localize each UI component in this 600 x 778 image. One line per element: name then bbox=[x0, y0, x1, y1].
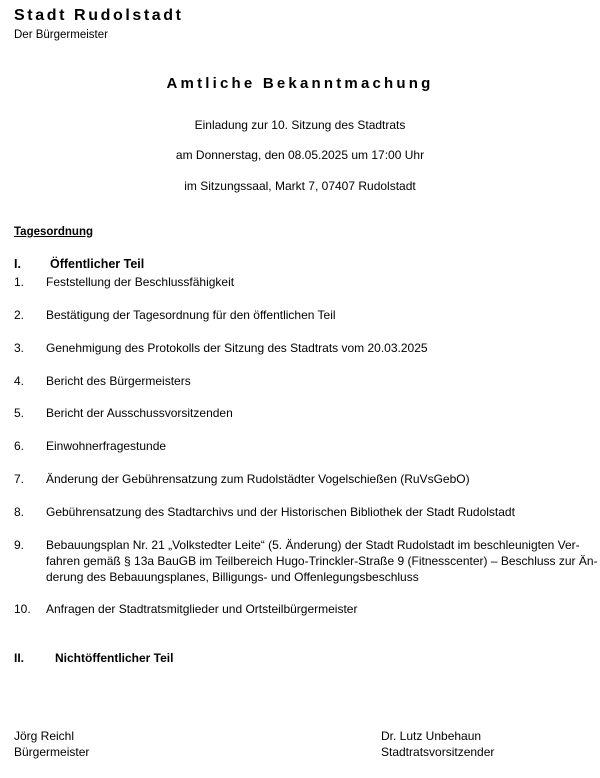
invitation-line: Einladung zur 10. Sitzung des Stadtrats bbox=[194, 118, 406, 132]
notice-title: Amtliche Bekanntmachung bbox=[166, 75, 434, 92]
agenda-item-number: 7. bbox=[14, 472, 25, 486]
agenda-item-number: 9. bbox=[14, 538, 25, 552]
agenda-item-text-line: Bebauungsplan Nr. 21 „Volkstedter Leite“ (5. Änderung) der Stadt Rudolstadt im beschleunigten Ver- bbox=[46, 538, 580, 552]
signature-right-role: Stadtratsvorsitzender bbox=[381, 745, 495, 759]
agenda-item-text: Bericht der Ausschussvorsitzenden bbox=[46, 406, 233, 420]
signature-left-name: Jörg Reichl bbox=[14, 729, 75, 743]
agenda-item-text: Anfragen der Stadtratsmitglieder und Ortsteilbürgermeister bbox=[46, 602, 358, 616]
section-numeral-public: I. bbox=[14, 257, 21, 271]
agenda-item-number: 2. bbox=[14, 308, 25, 322]
location-line: im Sitzungssaal, Markt 7, 07407 Rudolstadt bbox=[184, 179, 416, 193]
agenda-item-number: 10. bbox=[14, 602, 31, 616]
agenda-item-text-line: fahren gemäß § 13a BauGB im Teilbereich Hugo-Trinckler-Straße 9 (Fitnesscenter) – Beschluss zur Än- bbox=[46, 554, 598, 568]
agenda-item-text: Bestätigung der Tagesordnung für den öffentlichen Teil bbox=[46, 308, 336, 322]
agenda-heading: Tagesordnung bbox=[14, 226, 94, 238]
agenda-item-text: Genehmigung des Protokolls der Sitzung des Stadtrats vom 20.03.2025 bbox=[46, 341, 428, 355]
agenda-item-text: Einwohnerfragestunde bbox=[46, 439, 167, 453]
section-label-public: Öffentlicher Teil bbox=[50, 257, 145, 271]
agenda-item-text: Änderung der Gebührensatzung zum Rudolstädter Vogelschießen (RuVsGebO) bbox=[46, 472, 470, 486]
city-name: Stadt Rudolstadt bbox=[14, 7, 184, 24]
agenda-item-number: 5. bbox=[14, 406, 25, 420]
date-line: am Donnerstag, den 08.05.2025 um 17:00 Uhr bbox=[175, 148, 425, 162]
signature-left-role: Bürgermeister bbox=[14, 745, 90, 759]
signature-right-name: Dr. Lutz Unbehaun bbox=[381, 729, 482, 743]
agenda-item-number: 8. bbox=[14, 505, 25, 519]
agenda-item-text: Feststellung der Beschlussfähigkeit bbox=[46, 275, 235, 289]
agenda-item-number: 6. bbox=[14, 439, 25, 453]
agenda-item-text-line: derung des Bebauungsplanes, Billigungs- und Offenlegungsbeschluss bbox=[46, 570, 419, 584]
section-numeral-private: II. bbox=[14, 651, 25, 665]
agenda-item-number: 4. bbox=[14, 374, 25, 388]
agenda-item-number: 3. bbox=[14, 341, 25, 355]
agenda-item-text: Gebührensatzung des Stadtarchivs und der Historischen Bibliothek der Stadt Rudolstadt bbox=[46, 505, 515, 519]
section-label-private: Nichtöffentlicher Teil bbox=[55, 651, 174, 665]
office-name: Der Bürgermeister bbox=[14, 29, 108, 41]
agenda-item-text: Bericht des Bürgermeisters bbox=[46, 374, 191, 388]
agenda-item-number: 1. bbox=[14, 275, 25, 289]
